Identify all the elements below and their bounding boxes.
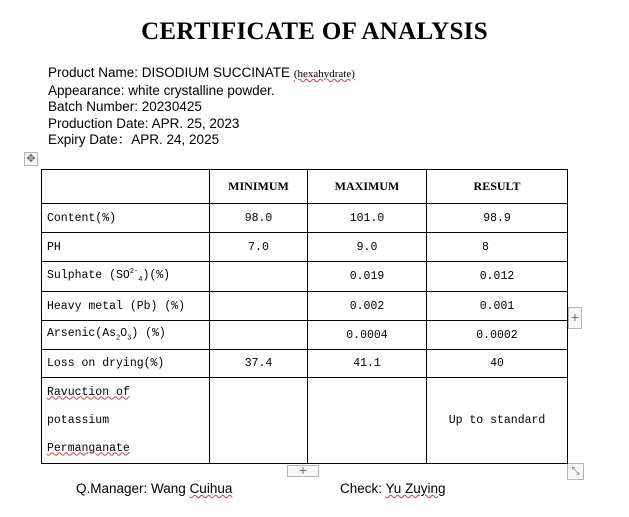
permanganate-line-3: Permanganate <box>47 441 130 455</box>
arsenic-subscript-2: 3 <box>127 334 132 343</box>
row-min[interactable] <box>210 262 308 292</box>
row-result[interactable]: 8 <box>427 233 568 262</box>
row-result[interactable]: 0.0002 <box>427 321 568 350</box>
product-name-value: DISODIUM SUCCINATE <box>141 65 294 80</box>
table-resize-icon[interactable]: ⤡ <box>567 463 584 480</box>
row-min[interactable] <box>210 378 308 464</box>
row-min[interactable]: 7.0 <box>210 233 308 262</box>
table-row <box>42 233 568 262</box>
header-minimum[interactable]: MINIMUM <box>210 170 308 204</box>
row-max[interactable] <box>308 378 427 464</box>
row-max[interactable]: 0.019 <box>308 262 427 292</box>
table-row <box>42 378 568 464</box>
table-row <box>42 204 568 233</box>
row-min[interactable] <box>210 292 308 321</box>
check-label: Check: <box>340 481 386 496</box>
table-header-row <box>42 170 568 204</box>
row-item-sulphate[interactable] <box>42 262 210 292</box>
row-min[interactable] <box>210 321 308 350</box>
arsenic-unit: ) (%) <box>131 327 166 341</box>
product-info-block <box>48 65 355 149</box>
add-column-icon[interactable]: + <box>568 307 582 329</box>
row-max[interactable]: 0.0004 <box>308 321 427 350</box>
sulphate-label: Sulphate (SO <box>47 269 130 283</box>
analysis-table <box>41 169 568 464</box>
appearance-line: Appearance: white crystalline powder. <box>48 82 275 98</box>
expiry-date-line: Expiry Date：APR. 24, 2025 <box>48 132 220 147</box>
row-item-ph[interactable]: PH <box>42 233 210 262</box>
sulphate-charge: 2- <box>129 268 139 277</box>
row-min[interactable]: 37.4 <box>210 350 308 378</box>
permanganate-line-2: potassium <box>47 413 110 427</box>
permanganate-line-1: Ravuction of <box>47 385 130 399</box>
check-name: Yu Zuying <box>385 481 446 496</box>
table-row <box>42 262 568 292</box>
arsenic-oxygen: O <box>120 327 128 341</box>
table-move-handle-icon[interactable]: ✥ <box>24 152 38 166</box>
header-item[interactable] <box>42 170 210 204</box>
arsenic-label: Arsenic(As <box>47 327 117 341</box>
row-max[interactable]: 41.1 <box>308 350 427 378</box>
manager-signature <box>76 481 232 496</box>
manager-label: Q.Manager: Wang <box>76 481 190 496</box>
table-row <box>42 292 568 321</box>
product-name-label: Product Name: <box>48 65 142 80</box>
arsenic-subscript: 2 <box>116 334 121 343</box>
row-item-content[interactable]: Content(%) <box>42 204 210 233</box>
document-title: CERTIFICATE OF ANALYSIS <box>141 18 488 45</box>
row-result[interactable]: Up to standard <box>427 378 568 464</box>
batch-number-line: Batch Number: 20230425 <box>48 99 202 114</box>
product-name-line <box>48 65 355 83</box>
row-max[interactable]: 0.002 <box>308 292 427 321</box>
add-row-icon[interactable]: + <box>287 465 319 477</box>
table-row <box>42 321 568 350</box>
row-result[interactable]: 40 <box>427 350 568 378</box>
row-result[interactable]: 0.012 <box>427 262 568 292</box>
row-item-loss-on-drying[interactable]: Loss on drying(%) <box>42 350 210 378</box>
manager-name: Cuihua <box>189 481 233 496</box>
row-min[interactable]: 98.0 <box>210 204 308 233</box>
sulphate-subscript: 4 <box>138 276 143 285</box>
row-max[interactable]: 101.0 <box>308 204 427 233</box>
production-date-line: Production Date: APR. 25, 2023 <box>48 115 240 131</box>
row-result[interactable]: 0.001 <box>427 292 568 321</box>
table-row <box>42 350 568 378</box>
sulphate-unit: )(%) <box>142 269 171 283</box>
row-max[interactable]: 9.0 <box>308 233 427 262</box>
row-item-permanganate[interactable] <box>42 378 210 464</box>
row-item-heavy-metal[interactable]: Heavy metal (Pb) (%) <box>42 292 210 321</box>
product-name-note: (hexahydrate) <box>293 68 355 80</box>
check-signature <box>340 481 446 496</box>
header-result[interactable]: RESULT <box>427 170 568 204</box>
header-maximum[interactable]: MAXIMUM <box>308 170 427 204</box>
row-result[interactable]: 98.9 <box>427 204 568 233</box>
row-item-arsenic[interactable] <box>42 321 210 350</box>
